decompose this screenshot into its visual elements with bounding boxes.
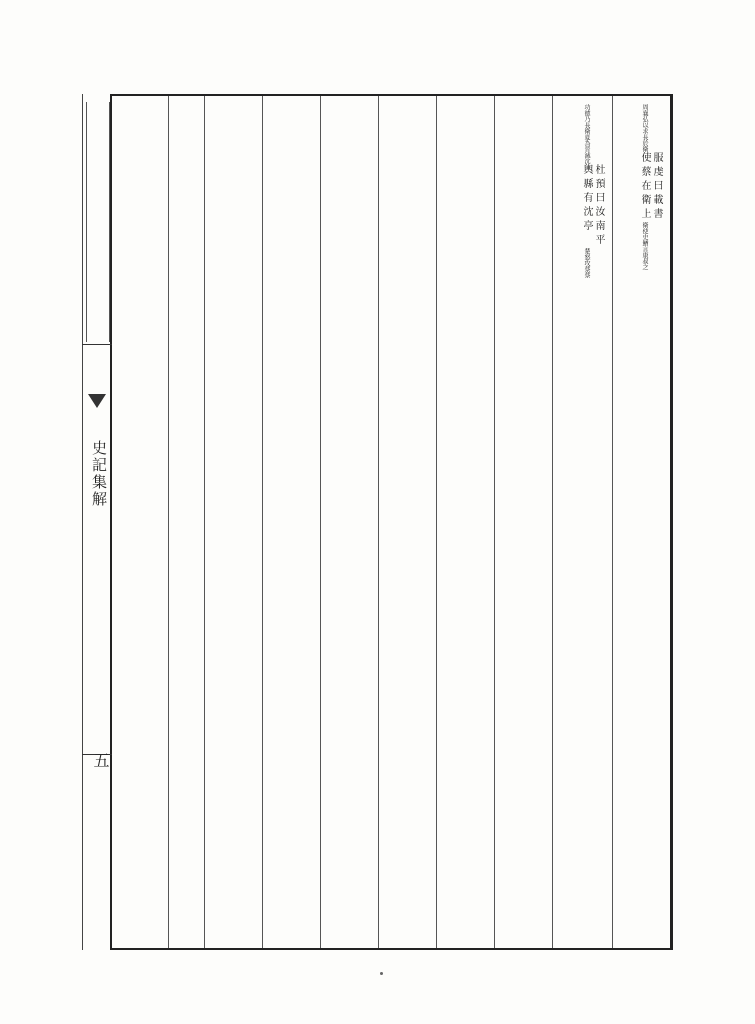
text-column-2: [556, 104, 612, 944]
inline-note-right: 服虔曰載書: [651, 152, 662, 222]
fishtail-mark-icon: [88, 394, 106, 408]
inline-note: [638, 152, 662, 222]
strip-mark: [86, 102, 110, 342]
text-column-5: [382, 104, 436, 944]
column-rule: [204, 96, 205, 948]
column-rule: [494, 96, 495, 948]
inline-note-right: 杜預曰汝南平: [593, 164, 604, 248]
text-column-7: [266, 104, 320, 944]
column-rule: [320, 96, 321, 948]
inline-note-left: 使蔡在衛上: [639, 152, 650, 222]
column-main-text: 衛使史鰌言康叔之: [641, 222, 648, 270]
column-rule: [378, 96, 379, 948]
frame-bottom-border: [112, 948, 672, 950]
book-title: 史記集解: [90, 440, 108, 508]
inline-note: [580, 164, 604, 248]
text-column-4: [440, 104, 494, 944]
column-rule: [612, 96, 613, 948]
frame-top-border: [112, 94, 672, 96]
text-column-3: [498, 104, 552, 944]
binding-strip: [82, 94, 112, 950]
inline-note-left: 輿縣有沈亭: [581, 164, 592, 234]
column-main-text: 楚怒攻蔡蔡: [583, 248, 590, 278]
column-rule: [262, 96, 263, 948]
column-rule: [436, 96, 437, 948]
column-rule: [168, 96, 169, 948]
frame-right-border: [670, 94, 673, 950]
page-number: 五: [91, 752, 110, 768]
column-rule: [552, 96, 553, 948]
strip-divider: [82, 344, 112, 345]
paper-speck: [380, 972, 383, 975]
text-column-1: [614, 104, 670, 944]
strip-edge: [82, 94, 83, 950]
column-main-text: 功徳乃長衛夏為晉滅沈: [583, 104, 590, 164]
text-column-8: [208, 104, 262, 944]
text-column-6: [324, 104, 378, 944]
column-main-text: 周襄弘以求長於衛: [641, 104, 648, 152]
